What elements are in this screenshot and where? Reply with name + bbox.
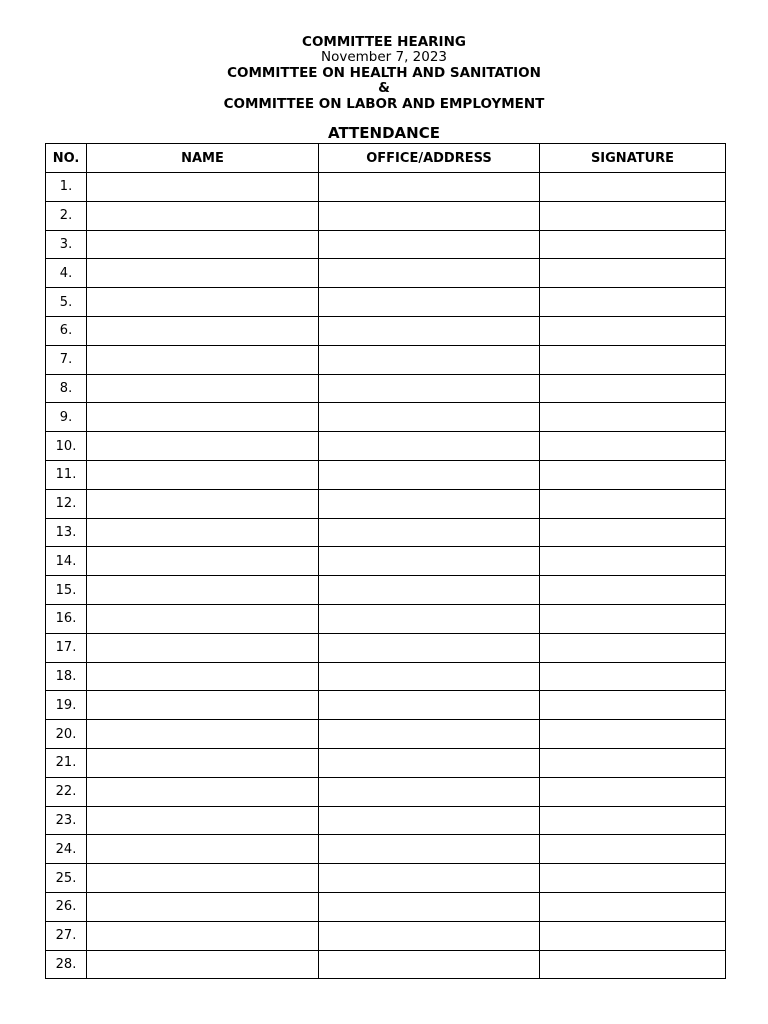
name-cell — [87, 576, 319, 605]
name-cell — [87, 662, 319, 691]
attendance-table — [45, 143, 726, 979]
row-number: 14. — [46, 547, 87, 576]
row-number: 23. — [46, 806, 87, 835]
office-address-cell — [319, 633, 540, 662]
table-row — [46, 950, 726, 979]
table-row — [46, 460, 726, 489]
name-cell — [87, 864, 319, 893]
name-cell — [87, 374, 319, 403]
row-number: 10. — [46, 432, 87, 461]
table-row — [46, 201, 726, 230]
signature-cell — [540, 720, 726, 749]
committee-labor: COMMITTEE ON LABOR AND EMPLOYMENT — [223, 95, 545, 112]
signature-cell — [540, 835, 726, 864]
name-cell — [87, 720, 319, 749]
row-number: 18. — [46, 662, 87, 691]
name-cell — [87, 518, 319, 547]
row-number: 17. — [46, 633, 87, 662]
row-number: 22. — [46, 777, 87, 806]
signature-cell — [540, 259, 726, 288]
office-address-cell — [319, 806, 540, 835]
signature-cell — [540, 576, 726, 605]
signature-cell — [540, 892, 726, 921]
signature-cell — [540, 662, 726, 691]
table-row — [46, 806, 726, 835]
signature-cell — [540, 345, 726, 374]
office-address-cell — [319, 547, 540, 576]
office-address-cell — [319, 835, 540, 864]
name-cell — [87, 691, 319, 720]
row-number: 4. — [46, 259, 87, 288]
name-cell — [87, 748, 319, 777]
name-cell — [87, 259, 319, 288]
signature-cell — [540, 316, 726, 345]
row-number: 2. — [46, 201, 87, 230]
table-row — [46, 316, 726, 345]
table-row — [46, 892, 726, 921]
name-cell — [87, 806, 319, 835]
office-address-cell — [319, 173, 540, 202]
signature-cell — [540, 403, 726, 432]
signature-cell — [540, 806, 726, 835]
row-number: 6. — [46, 316, 87, 345]
document-header — [0, 35, 768, 112]
attendance-title: ATTENDANCE — [328, 124, 440, 142]
office-address-cell — [319, 604, 540, 633]
name-cell — [87, 432, 319, 461]
signature-cell — [540, 460, 726, 489]
signature-cell — [540, 489, 726, 518]
signature-cell — [540, 604, 726, 633]
name-cell — [87, 201, 319, 230]
table-row — [46, 576, 726, 605]
row-number: 15. — [46, 576, 87, 605]
signature-cell — [540, 230, 726, 259]
column-header-name: NAME — [87, 144, 319, 173]
row-number: 8. — [46, 374, 87, 403]
table-row — [46, 604, 726, 633]
table-row — [46, 518, 726, 547]
table-row — [46, 489, 726, 518]
name-cell — [87, 950, 319, 979]
office-address-cell — [319, 403, 540, 432]
table-row — [46, 345, 726, 374]
office-address-cell — [319, 864, 540, 893]
table-row — [46, 720, 726, 749]
name-cell — [87, 777, 319, 806]
table-row — [46, 432, 726, 461]
row-number: 26. — [46, 892, 87, 921]
office-address-cell — [319, 432, 540, 461]
table-row — [46, 662, 726, 691]
office-address-cell — [319, 259, 540, 288]
office-address-cell — [319, 748, 540, 777]
row-number: 1. — [46, 173, 87, 202]
table-row — [46, 835, 726, 864]
column-header-signature: SIGNATURE — [540, 144, 726, 173]
office-address-cell — [319, 662, 540, 691]
office-address-cell — [319, 576, 540, 605]
office-address-cell — [319, 921, 540, 950]
table-row — [46, 748, 726, 777]
office-address-cell — [319, 374, 540, 403]
table-row — [46, 777, 726, 806]
signature-cell — [540, 374, 726, 403]
signature-cell — [540, 201, 726, 230]
committee-health: COMMITTEE ON HEALTH AND SANITATION — [227, 64, 541, 81]
row-number: 11. — [46, 460, 87, 489]
row-number: 24. — [46, 835, 87, 864]
signature-cell — [540, 921, 726, 950]
table-row — [46, 864, 726, 893]
office-address-cell — [319, 950, 540, 979]
row-number: 25. — [46, 864, 87, 893]
office-address-cell — [319, 892, 540, 921]
name-cell — [87, 489, 319, 518]
row-number: 7. — [46, 345, 87, 374]
hearing-title: COMMITTEE HEARING — [302, 34, 466, 50]
office-address-cell — [319, 201, 540, 230]
name-cell — [87, 921, 319, 950]
row-number: 21. — [46, 748, 87, 777]
signature-cell — [540, 748, 726, 777]
name-cell — [87, 835, 319, 864]
table-row — [46, 547, 726, 576]
name-cell — [87, 288, 319, 317]
office-address-cell — [319, 460, 540, 489]
name-cell — [87, 892, 319, 921]
table-row — [46, 288, 726, 317]
signature-cell — [540, 288, 726, 317]
row-number: 13. — [46, 518, 87, 547]
row-number: 19. — [46, 691, 87, 720]
signature-cell — [540, 518, 726, 547]
name-cell — [87, 547, 319, 576]
name-cell — [87, 173, 319, 202]
column-header-no: NO. — [46, 144, 87, 173]
office-address-cell — [319, 691, 540, 720]
name-cell — [87, 460, 319, 489]
row-number: 9. — [46, 403, 87, 432]
office-address-cell — [319, 230, 540, 259]
office-address-cell — [319, 489, 540, 518]
office-address-cell — [319, 345, 540, 374]
hearing-date: November 7, 2023 — [320, 49, 448, 66]
row-number: 5. — [46, 288, 87, 317]
name-cell — [87, 403, 319, 432]
signature-cell — [540, 432, 726, 461]
table-row — [46, 374, 726, 403]
table-row — [46, 173, 726, 202]
office-address-cell — [319, 288, 540, 317]
name-cell — [87, 633, 319, 662]
row-number: 20. — [46, 720, 87, 749]
table-row — [46, 921, 726, 950]
signature-cell — [540, 777, 726, 806]
signature-cell — [540, 547, 726, 576]
ampersand: & — [378, 80, 390, 97]
office-address-cell — [319, 720, 540, 749]
column-header-office-address: OFFICE/ADDRESS — [319, 144, 540, 173]
office-address-cell — [319, 316, 540, 345]
name-cell — [87, 316, 319, 345]
name-cell — [87, 230, 319, 259]
office-address-cell — [319, 518, 540, 547]
table-row — [46, 691, 726, 720]
name-cell — [87, 604, 319, 633]
signature-cell — [540, 691, 726, 720]
table-row — [46, 403, 726, 432]
table-body — [46, 173, 726, 979]
office-address-cell — [319, 777, 540, 806]
signature-cell — [540, 633, 726, 662]
signature-cell — [540, 950, 726, 979]
signature-cell — [540, 864, 726, 893]
row-number: 28. — [46, 950, 87, 979]
table-row — [46, 259, 726, 288]
row-number: 12. — [46, 489, 87, 518]
row-number: 16. — [46, 604, 87, 633]
row-number: 3. — [46, 230, 87, 259]
row-number: 27. — [46, 921, 87, 950]
table-header-row — [46, 144, 726, 173]
table-row — [46, 633, 726, 662]
name-cell — [87, 345, 319, 374]
signature-cell — [540, 173, 726, 202]
table-row — [46, 230, 726, 259]
